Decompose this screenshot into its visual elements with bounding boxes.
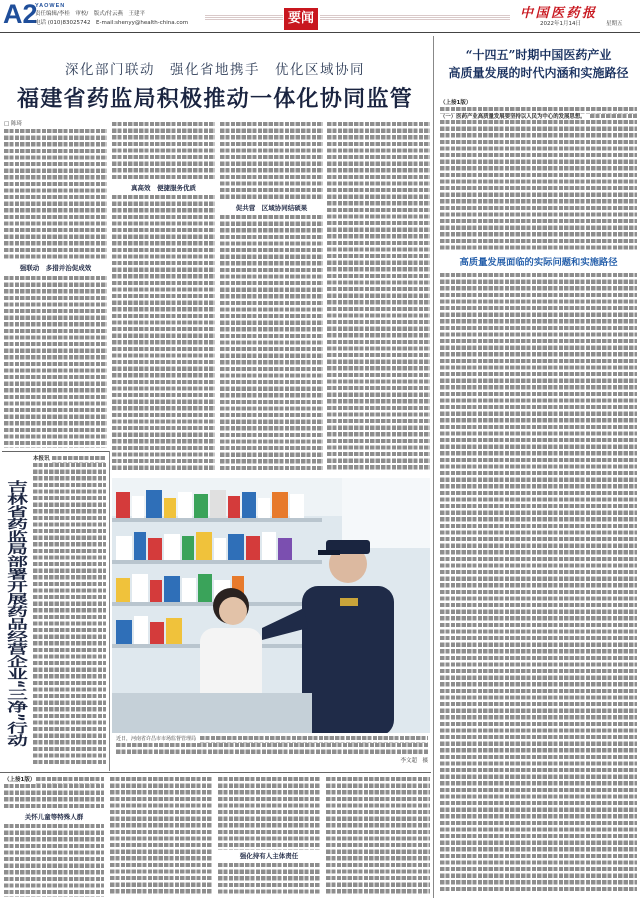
body-text [4,129,107,261]
issue-weekday: 星期五 [606,21,623,27]
body-text [326,777,430,896]
feature-section-heading: 高质量发展面临的实际问题和实施路径 [459,257,618,268]
feature-title-line2: 高质量发展的时代内涵和实施路径 [448,66,629,80]
body-text [220,122,323,201]
body-text [4,784,104,810]
column-divider [433,36,434,898]
issue-date: 2022年1月14日 [540,21,581,27]
header-band-right [320,15,510,21]
page-number: A2 [3,0,38,29]
news-photo [112,478,430,733]
masthead-logo: 中国医药报 [520,6,598,21]
body-text [218,777,320,850]
body-text [218,863,320,896]
lead-byline: □ 陈琦 [4,121,22,127]
lead-subhead-2: 真高效 便捷服务优质 [131,184,196,192]
side-article-dateline: 本报讯 [33,456,50,462]
section-pinyin: YAOWEN [35,3,66,9]
feature-title-line1: “十四五”时期中国医药产业 [465,48,612,62]
body-text [590,114,637,121]
body-text [440,120,637,252]
continued-subhead-2: 强化持有人主体责任 [239,852,299,860]
feature-lead-in: （一）医药产业高质量发展要坚持以人民为中心的发展思想。 [440,113,586,120]
contact-line: 电话 (010)83025742 E-mail:shenyy@health-china.com [35,20,189,26]
header-rule [0,32,640,33]
body-text [110,777,212,896]
lead-headline: 福建省药监局积极推动一体化协同监管 [16,87,414,112]
side-article-title: 吉林省药监局部署开展药品经营企业“三净”行动 [4,480,30,747]
caption-text [116,743,428,756]
body-text [4,824,104,897]
caption-text [200,736,428,743]
editors-line: 责任编辑/李桂 审校/ 版式/付云燕 王建平 [35,11,146,17]
photo-credit: 李文超 摄 [400,758,428,764]
lead-subhead-3: 促共营 区域协同结硕果 [235,204,308,212]
photo-caption: 近日，河南省许昌市市场监督管理局 [116,736,197,742]
body-text [112,122,215,181]
section-divider [0,772,431,773]
body-text [4,276,107,448]
body-text [327,122,430,472]
body-text [220,215,323,472]
body-text [440,107,637,114]
continued-jump-label: （上接1版） [4,777,36,783]
continued-subhead-1: 关怀儿童等特殊人群 [24,813,84,821]
body-text [52,456,106,463]
pharmacy-inspection-image [112,478,430,733]
header-band-left [205,15,283,21]
feature-jump-label: （上接1版） [440,100,472,106]
body-text [440,273,637,893]
side-article-top-rule [2,451,110,452]
body-text [33,463,106,767]
section-label: 要闻 [284,8,318,30]
body-text [36,777,104,784]
side-article-right-rule [109,451,110,771]
body-text [112,195,215,472]
lead-subhead-1: 强联动 多措并治促成效 [19,264,92,272]
lead-kicker: 深化部门联动 强化省地携手 优化区域协同 [65,62,365,78]
